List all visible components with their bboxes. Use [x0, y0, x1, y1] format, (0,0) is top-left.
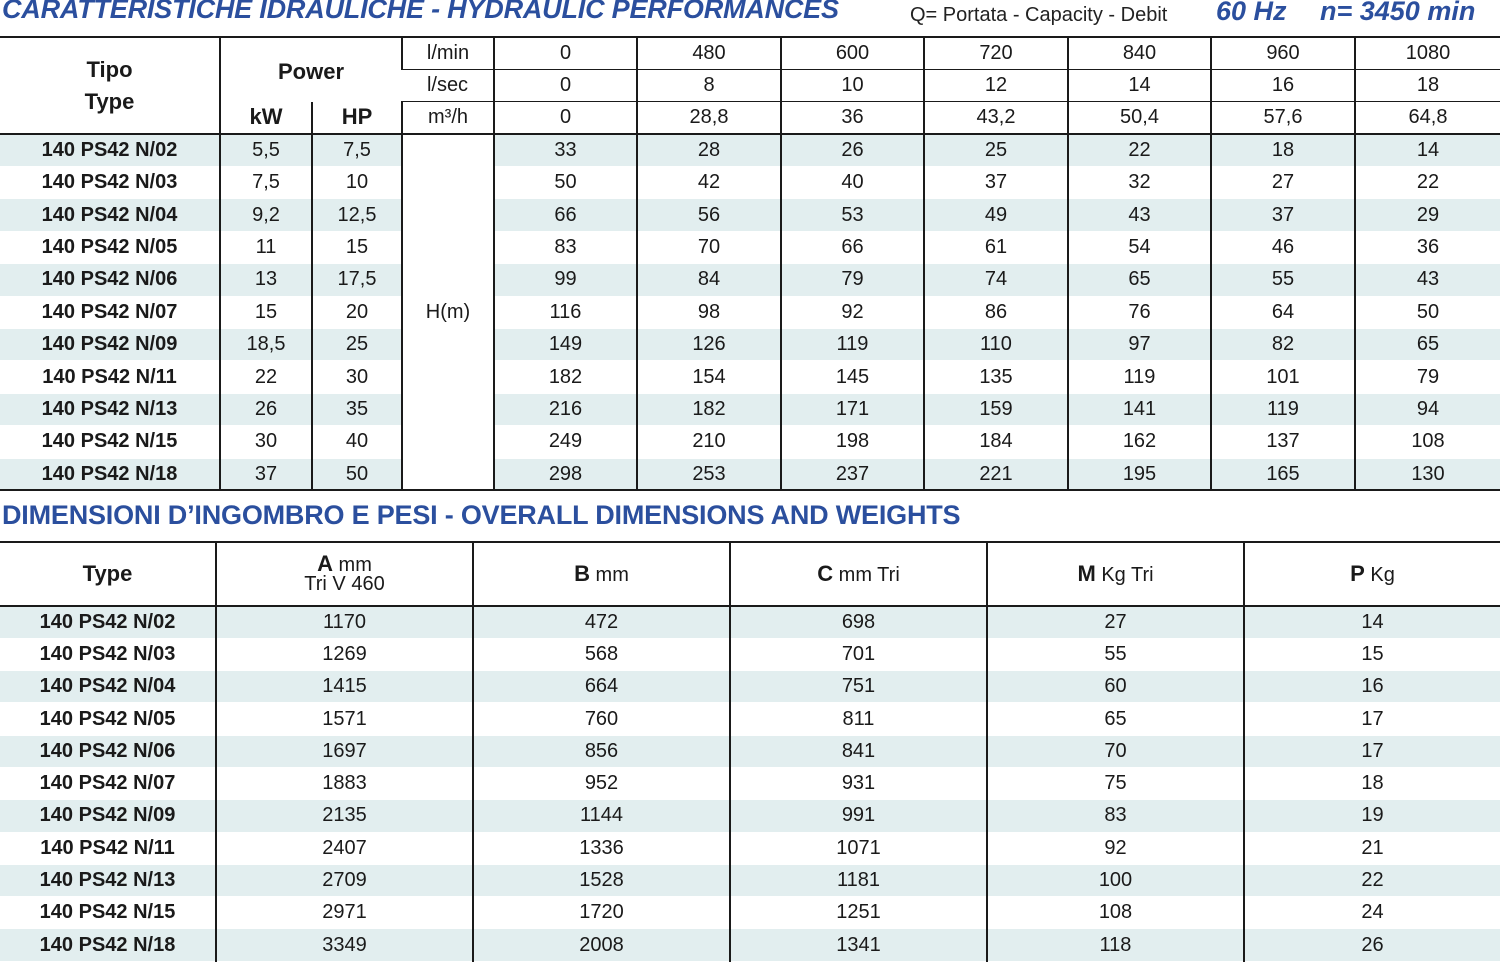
model-type-cell: 140 PS42 N/02: [0, 134, 220, 166]
head-value-cell: 94: [1355, 393, 1500, 425]
m-value-cell: 60: [987, 671, 1244, 703]
kw-cell: 15: [220, 296, 312, 328]
performance-title-bar: [0, 0, 1500, 34]
p-value-cell: 14: [1244, 606, 1500, 638]
flow-value: 0: [494, 102, 637, 134]
flow-unit-label: m³/h: [402, 102, 494, 134]
c-value-cell: 701: [730, 638, 987, 670]
a-header: [216, 542, 473, 606]
performance-row: [0, 296, 1500, 328]
head-value-cell: 56: [637, 199, 781, 231]
kw-cell: 18,5: [220, 329, 312, 361]
b-value-cell: 568: [473, 638, 730, 670]
power-header: Power: [220, 37, 402, 102]
head-value-cell: 237: [781, 458, 924, 490]
performance-row: [0, 426, 1500, 458]
a-value-cell: 1697: [216, 735, 473, 767]
flow-value: 64,8: [1355, 102, 1500, 134]
head-value-cell: 36: [1355, 231, 1500, 263]
head-value-cell: 149: [494, 329, 637, 361]
head-value-cell: 216: [494, 393, 637, 425]
head-value-cell: 108: [1355, 426, 1500, 458]
c-value-cell: 751: [730, 671, 987, 703]
dimensions-row: [0, 897, 1500, 929]
c-unit: mm Tri: [833, 564, 900, 586]
head-value-cell: 18: [1211, 134, 1355, 166]
head-value-cell: 253: [637, 458, 781, 490]
hp-cell: 50: [312, 458, 402, 490]
hydraulic-performance-table: [0, 36, 1500, 491]
kw-cell: 11: [220, 231, 312, 263]
performance-title: CARATTERISTICHE IDRAULICHE - HYDRAULIC PERFORMANCES: [2, 0, 839, 24]
head-value-cell: 98: [637, 296, 781, 328]
model-type-cell: 140 PS42 N/03: [0, 167, 220, 199]
head-value-cell: 182: [494, 361, 637, 393]
model-type-cell: 140 PS42 N/02: [0, 606, 216, 638]
kw-cell: 13: [220, 264, 312, 296]
p-value-cell: 15: [1244, 638, 1500, 670]
head-value-cell: 50: [494, 167, 637, 199]
dimensions-title: DIMENSIONI D’INGOMBRO E PESI - OVERALL DIMENSIONS AND WEIGHTS: [2, 500, 961, 530]
model-type-cell: 140 PS42 N/05: [0, 703, 216, 735]
flow-value: 0: [494, 69, 637, 101]
head-value-cell: 42: [637, 167, 781, 199]
b-value-cell: 472: [473, 606, 730, 638]
dimensions-row: [0, 638, 1500, 670]
head-value-cell: 64: [1211, 296, 1355, 328]
model-type-cell: 140 PS42 N/09: [0, 329, 220, 361]
kw-cell: 30: [220, 426, 312, 458]
p-letter: P: [1350, 561, 1365, 586]
flow-unit-label: l/min: [402, 37, 494, 69]
head-value-cell: 135: [924, 361, 1068, 393]
head-value-cell: 26: [781, 134, 924, 166]
a-value-cell: 2407: [216, 832, 473, 864]
p-value-cell: 17: [1244, 735, 1500, 767]
p-value-cell: 18: [1244, 767, 1500, 799]
hp-header: HP: [312, 102, 402, 134]
flow-value: 16: [1211, 69, 1355, 101]
model-type-cell: 140 PS42 N/07: [0, 767, 216, 799]
head-value-cell: 43: [1355, 264, 1500, 296]
head-value-cell: 126: [637, 329, 781, 361]
a-value-cell: 2971: [216, 897, 473, 929]
flow-unit-label: l/sec: [402, 69, 494, 101]
dimensions-header-row: [0, 542, 1500, 606]
dimensions-table: [0, 541, 1500, 962]
model-type-cell: 140 PS42 N/11: [0, 832, 216, 864]
model-type-cell: 140 PS42 N/18: [0, 458, 220, 490]
c-letter: C: [817, 561, 834, 586]
b-value-cell: 760: [473, 703, 730, 735]
flow-value: 960: [1211, 37, 1355, 69]
dimensions-row: [0, 671, 1500, 703]
head-value-cell: 119: [1068, 361, 1211, 393]
type-header: Type: [0, 542, 216, 606]
m-unit: Kg Tri: [1095, 564, 1154, 586]
m-letter: M: [1077, 561, 1096, 586]
model-type-cell: 140 PS42 N/15: [0, 426, 220, 458]
performance-row: [0, 264, 1500, 296]
head-value-cell: 33: [494, 134, 637, 166]
m-value-cell: 70: [987, 735, 1244, 767]
head-value-cell: 49: [924, 199, 1068, 231]
head-value-cell: 83: [494, 231, 637, 263]
a-unit: mm: [333, 554, 372, 576]
b-value-cell: 952: [473, 767, 730, 799]
b-value-cell: 664: [473, 671, 730, 703]
performance-row: [0, 134, 1500, 166]
a-value-cell: 1170: [216, 606, 473, 638]
head-value-cell: 27: [1211, 167, 1355, 199]
dimensions-row: [0, 800, 1500, 832]
c-value-cell: 698: [730, 606, 987, 638]
head-value-cell: 79: [781, 264, 924, 296]
head-value-cell: 171: [781, 393, 924, 425]
kw-cell: 9,2: [220, 199, 312, 231]
head-value-cell: 249: [494, 426, 637, 458]
c-header: [730, 542, 987, 606]
hp-cell: 7,5: [312, 134, 402, 166]
head-value-cell: 198: [781, 426, 924, 458]
flow-row-lmin: [0, 37, 1500, 69]
model-type-cell: 140 PS42 N/15: [0, 897, 216, 929]
c-value-cell: 991: [730, 800, 987, 832]
p-value-cell: 16: [1244, 671, 1500, 703]
b-unit: mm: [590, 564, 629, 586]
head-value-cell: 66: [494, 199, 637, 231]
p-header: [1244, 542, 1500, 606]
p-value-cell: 22: [1244, 864, 1500, 896]
a-subheader: Tri V 460: [304, 573, 385, 595]
head-value-cell: 210: [637, 426, 781, 458]
head-value-cell: 84: [637, 264, 781, 296]
flow-value: 43,2: [924, 102, 1068, 134]
head-value-cell: 99: [494, 264, 637, 296]
head-value-cell: 37: [924, 167, 1068, 199]
head-value-cell: 182: [637, 393, 781, 425]
model-type-cell: 140 PS42 N/13: [0, 393, 220, 425]
c-value-cell: 1341: [730, 929, 987, 961]
c-value-cell: 1181: [730, 864, 987, 896]
head-value-cell: 97: [1068, 329, 1211, 361]
head-value-cell: 55: [1211, 264, 1355, 296]
head-value-cell: 110: [924, 329, 1068, 361]
dimensions-row: [0, 735, 1500, 767]
a-value-cell: 2709: [216, 864, 473, 896]
dimensions-row: [0, 767, 1500, 799]
b-letter: B: [574, 561, 590, 586]
head-value-cell: 298: [494, 458, 637, 490]
m-value-cell: 27: [987, 606, 1244, 638]
flow-value: 8: [637, 69, 781, 101]
a-value-cell: 1883: [216, 767, 473, 799]
p-value-cell: 26: [1244, 929, 1500, 961]
flow-value: 720: [924, 37, 1068, 69]
a-value-cell: 3349: [216, 929, 473, 961]
model-type-cell: 140 PS42 N/09: [0, 800, 216, 832]
head-value-cell: 119: [781, 329, 924, 361]
head-value-cell: 184: [924, 426, 1068, 458]
head-value-cell: 25: [924, 134, 1068, 166]
a-value-cell: 1269: [216, 638, 473, 670]
head-value-cell: 79: [1355, 361, 1500, 393]
head-value-cell: 65: [1068, 264, 1211, 296]
model-type-cell: 140 PS42 N/13: [0, 864, 216, 896]
b-header: [473, 542, 730, 606]
type-header-line2: Type: [84, 88, 135, 114]
head-value-cell: 50: [1355, 296, 1500, 328]
a-value-cell: 2135: [216, 800, 473, 832]
hp-cell: 40: [312, 426, 402, 458]
b-value-cell: 2008: [473, 929, 730, 961]
kw-cell: 5,5: [220, 134, 312, 166]
head-value-cell: 22: [1355, 167, 1500, 199]
performance-row: [0, 361, 1500, 393]
m-value-cell: 83: [987, 800, 1244, 832]
b-value-cell: 1720: [473, 897, 730, 929]
capacity-note: Q= Portata - Capacity - Debit: [910, 4, 1168, 26]
head-value-cell: 74: [924, 264, 1068, 296]
head-value-cell: 221: [924, 458, 1068, 490]
head-value-cell: 37: [1211, 199, 1355, 231]
head-unit-label: H(m): [402, 134, 494, 490]
head-value-cell: 154: [637, 361, 781, 393]
head-value-cell: 66: [781, 231, 924, 263]
dimensions-row: [0, 606, 1500, 638]
head-value-cell: 145: [781, 361, 924, 393]
m-value-cell: 118: [987, 929, 1244, 961]
flow-value: 10: [781, 69, 924, 101]
head-value-cell: 61: [924, 231, 1068, 263]
m-value-cell: 65: [987, 703, 1244, 735]
b-value-cell: 1336: [473, 832, 730, 864]
model-type-cell: 140 PS42 N/03: [0, 638, 216, 670]
head-value-cell: 195: [1068, 458, 1211, 490]
b-value-cell: 856: [473, 735, 730, 767]
hp-cell: 17,5: [312, 264, 402, 296]
head-value-cell: 65: [1355, 329, 1500, 361]
c-value-cell: 811: [730, 703, 987, 735]
flow-value: 57,6: [1211, 102, 1355, 134]
flow-value: 480: [637, 37, 781, 69]
kw-header: kW: [220, 102, 312, 134]
kw-cell: 26: [220, 393, 312, 425]
p-value-cell: 21: [1244, 832, 1500, 864]
model-type-cell: 140 PS42 N/06: [0, 735, 216, 767]
type-header-line1: Tipo: [86, 56, 133, 82]
model-type-cell: 140 PS42 N/05: [0, 231, 220, 263]
head-value-cell: 116: [494, 296, 637, 328]
model-type-cell: 140 PS42 N/04: [0, 671, 216, 703]
head-value-cell: 22: [1068, 134, 1211, 166]
performance-row: [0, 199, 1500, 231]
c-value-cell: 1071: [730, 832, 987, 864]
flow-value: 0: [494, 37, 637, 69]
c-value-cell: 841: [730, 735, 987, 767]
flow-value: 28,8: [637, 102, 781, 134]
hp-cell: 10: [312, 167, 402, 199]
dimensions-row: [0, 929, 1500, 961]
head-value-cell: 101: [1211, 361, 1355, 393]
head-value-cell: 14: [1355, 134, 1500, 166]
speed-label: n= 3450 min: [1320, 0, 1476, 26]
performance-row: [0, 393, 1500, 425]
performance-row: [0, 167, 1500, 199]
b-value-cell: 1528: [473, 864, 730, 896]
hp-cell: 35: [312, 393, 402, 425]
head-value-cell: 130: [1355, 458, 1500, 490]
kw-cell: 22: [220, 361, 312, 393]
hp-cell: 15: [312, 231, 402, 263]
flow-value: 1080: [1355, 37, 1500, 69]
head-value-cell: 46: [1211, 231, 1355, 263]
head-value-cell: 141: [1068, 393, 1211, 425]
m-value-cell: 108: [987, 897, 1244, 929]
p-value-cell: 19: [1244, 800, 1500, 832]
head-value-cell: 40: [781, 167, 924, 199]
type-header: [0, 37, 220, 134]
model-type-cell: 140 PS42 N/07: [0, 296, 220, 328]
head-value-cell: 119: [1211, 393, 1355, 425]
a-value-cell: 1415: [216, 671, 473, 703]
hp-cell: 12,5: [312, 199, 402, 231]
dimensions-row: [0, 703, 1500, 735]
m-value-cell: 55: [987, 638, 1244, 670]
m-value-cell: 75: [987, 767, 1244, 799]
m-value-cell: 100: [987, 864, 1244, 896]
hp-cell: 20: [312, 296, 402, 328]
a-header-main: [217, 551, 472, 576]
kw-cell: 7,5: [220, 167, 312, 199]
head-value-cell: 54: [1068, 231, 1211, 263]
model-type-cell: 140 PS42 N/11: [0, 361, 220, 393]
head-value-cell: 32: [1068, 167, 1211, 199]
flow-value: 36: [781, 102, 924, 134]
head-value-cell: 76: [1068, 296, 1211, 328]
head-value-cell: 137: [1211, 426, 1355, 458]
model-type-cell: 140 PS42 N/04: [0, 199, 220, 231]
head-value-cell: 28: [637, 134, 781, 166]
m-header: [987, 542, 1244, 606]
head-value-cell: 53: [781, 199, 924, 231]
p-value-cell: 24: [1244, 897, 1500, 929]
performance-body: [0, 134, 1500, 490]
c-value-cell: 1251: [730, 897, 987, 929]
dimensions-body: [0, 606, 1500, 961]
performance-row: [0, 458, 1500, 490]
head-value-cell: 159: [924, 393, 1068, 425]
b-value-cell: 1144: [473, 800, 730, 832]
dimensions-row: [0, 864, 1500, 896]
frequency-label: 60 Hz: [1216, 0, 1287, 26]
model-type-cell: 140 PS42 N/18: [0, 929, 216, 961]
performance-row: [0, 231, 1500, 263]
dimensions-row: [0, 832, 1500, 864]
flow-row-m3h: [0, 102, 1500, 134]
m-value-cell: 92: [987, 832, 1244, 864]
p-unit: Kg: [1364, 564, 1395, 586]
head-value-cell: 162: [1068, 426, 1211, 458]
flow-value: 840: [1068, 37, 1211, 69]
head-value-cell: 70: [637, 231, 781, 263]
flow-value: 18: [1355, 69, 1500, 101]
flow-value: 50,4: [1068, 102, 1211, 134]
flow-value: 14: [1068, 69, 1211, 101]
model-type-cell: 140 PS42 N/06: [0, 264, 220, 296]
performance-row: [0, 329, 1500, 361]
a-value-cell: 1571: [216, 703, 473, 735]
head-value-cell: 165: [1211, 458, 1355, 490]
a-letter: A: [317, 551, 333, 576]
flow-value: 600: [781, 37, 924, 69]
head-value-cell: 92: [781, 296, 924, 328]
hp-cell: 30: [312, 361, 402, 393]
head-value-cell: 43: [1068, 199, 1211, 231]
head-value-cell: 86: [924, 296, 1068, 328]
flow-value: 12: [924, 69, 1068, 101]
head-value-cell: 82: [1211, 329, 1355, 361]
c-value-cell: 931: [730, 767, 987, 799]
head-value-cell: 29: [1355, 199, 1500, 231]
kw-cell: 37: [220, 458, 312, 490]
hp-cell: 25: [312, 329, 402, 361]
p-value-cell: 17: [1244, 703, 1500, 735]
